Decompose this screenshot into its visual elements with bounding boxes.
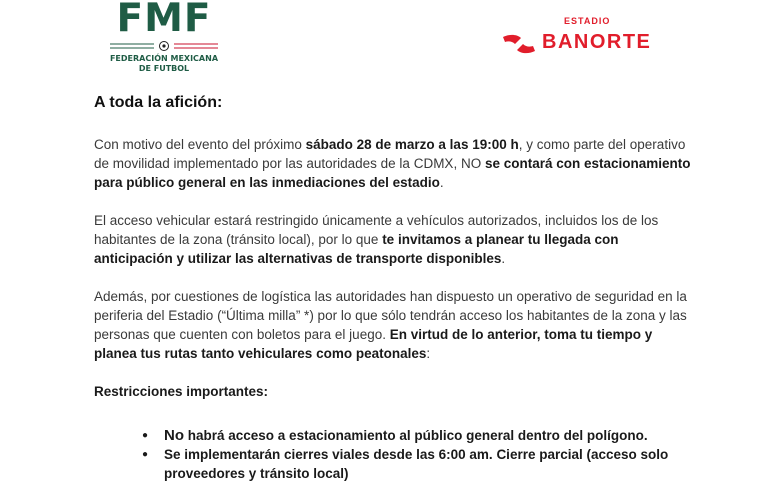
announcement-body bbox=[94, 92, 694, 483]
fmf-logo bbox=[106, 0, 222, 80]
text-span: . bbox=[501, 251, 506, 266]
plan-arrival-bold: te invitamos a planear tu llegada con anticipación y utilizar las alternativas de transporte disponibles bbox=[94, 232, 619, 266]
fmf-caption-line2: DE FUTBOL bbox=[138, 64, 190, 73]
no-emphasis: NO bbox=[460, 156, 482, 171]
text-span: . bbox=[439, 175, 444, 190]
text-span: Además, por cuestiones de logística las autoridades han dispuesto un operativo de seguridad en la periferia del Estadio (“Última milla” *) por lo que sólo tendrán acceso los habitantes de la zona y las personas que cuenten con boletos para el juego. bbox=[94, 289, 687, 342]
estadio-banorte-logo bbox=[500, 16, 685, 58]
text-span: : bbox=[426, 346, 431, 361]
restrictions-heading: Restricciones importantes: bbox=[94, 384, 269, 399]
page-title: A toda la afición: bbox=[94, 94, 223, 111]
paragraph-security-operation bbox=[94, 287, 694, 363]
text-span: El acceso vehicular estará restringido únicamente a vehículos autorizados, incluidos los de los habitantes de la zona (tránsito local), por lo que bbox=[94, 213, 659, 247]
fmf-logo-letters: FMF bbox=[116, 0, 212, 41]
list-item-text: Se implementarán cierres viales desde las 6:00 am. Cierre parcial (acceso solo proveedores y tránsito local) bbox=[164, 447, 669, 481]
restrictions-list bbox=[94, 426, 694, 483]
paragraph-event-parking bbox=[94, 135, 694, 192]
list-item-text: habrá acceso a estacionamiento al público general dentro del polígono. bbox=[184, 428, 648, 443]
banorte-wordmark: BANORTE bbox=[542, 31, 652, 53]
banorte-mark-icon bbox=[501, 33, 537, 60]
list-item bbox=[142, 426, 694, 445]
text-span: , y como parte del operativo de movilidad implementado por las autoridades de la CDMX, bbox=[94, 137, 686, 171]
plan-routes-bold: En virtud de lo anterior, toma tu tiempo y planea tus rutas tanto vehiculares como peatonales bbox=[94, 327, 653, 361]
event-date-bold: sábado 28 de marzo a las 19:00 h bbox=[305, 137, 519, 152]
list-item bbox=[142, 445, 694, 483]
list-item-lead: No bbox=[164, 427, 184, 444]
text-span: Con motivo del evento del próximo bbox=[94, 137, 306, 152]
fmf-caption-line1: FEDERACIÓN MEXICANA bbox=[109, 54, 219, 63]
estadio-label: ESTADIO bbox=[564, 16, 611, 26]
fmf-stripes-ball-icon bbox=[110, 41, 218, 51]
no-parking-bold: se contará con estacionamiento para público general en las inmediaciones del estadio bbox=[94, 156, 691, 190]
paragraph-vehicle-access bbox=[94, 211, 694, 268]
